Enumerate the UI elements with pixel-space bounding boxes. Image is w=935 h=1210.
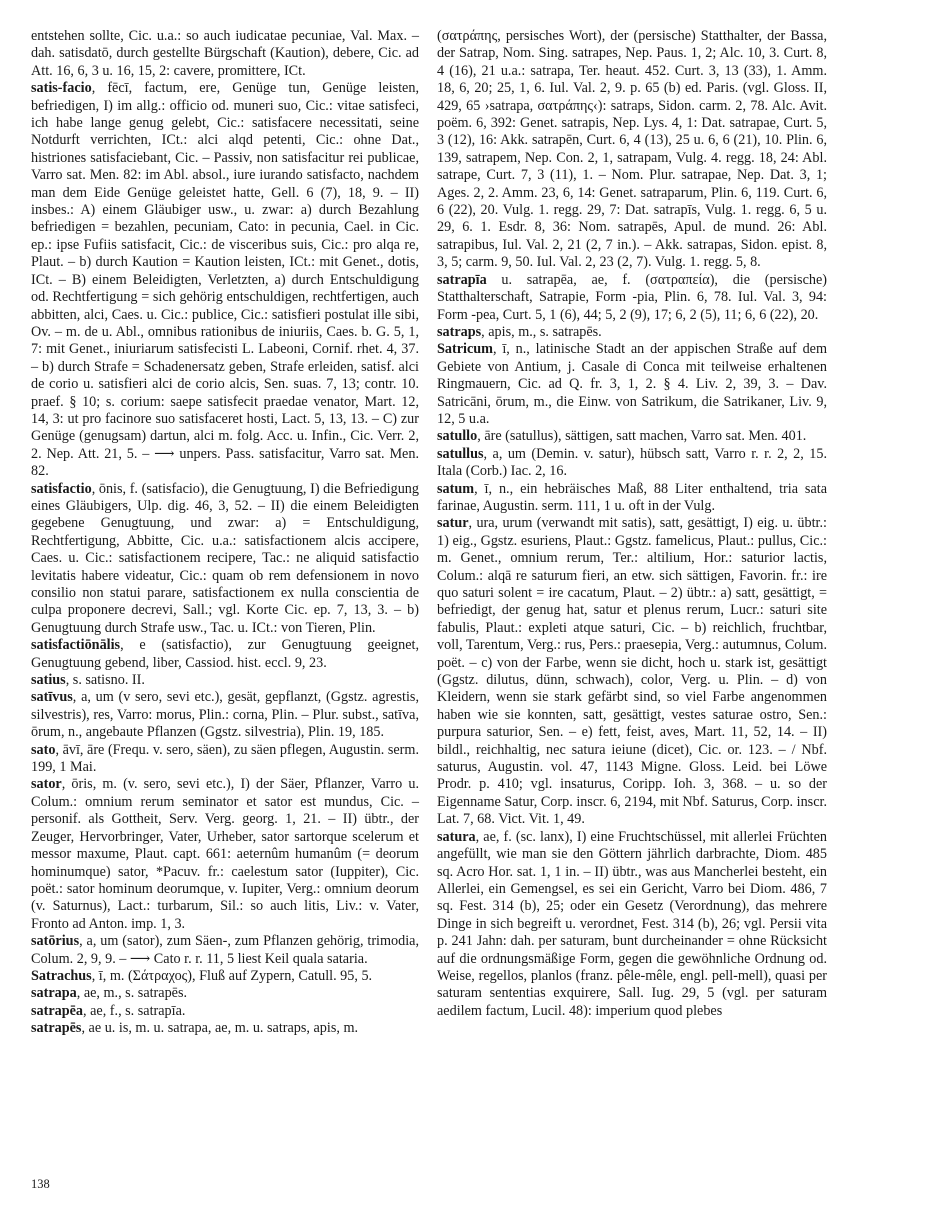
entry-text: , ae, f., s. satrapīa. bbox=[83, 1002, 186, 1019]
entry-lemma: satraps bbox=[437, 323, 482, 340]
entry-lemma: satrapēa bbox=[31, 1002, 84, 1019]
entry-lemma: satrapīa bbox=[437, 271, 487, 288]
entry-lemma: satum bbox=[437, 480, 475, 497]
entry-text: , apis, m., s. satrapēs. bbox=[481, 323, 602, 340]
entry-text: , ura, urum (verwandt mit satis), satt, gesättigt, I) eig. u. übtr.: 1) eig., Ggstz. esuriens, Plaut.: Ggstz. famelicus, Plaut.: pullus, Cic.: m. Genet., omnium rerum, Ter.: altilium, Hor.: saturior lactis, Colum.: alqā re saturum fieri, an etw. sich sättigen, Favorin. fr.: ire quo saturi solent = ire cacatum, Plaut. – 2) übtr.: a) satt, gesättigt, = befriedigt, der genug hat, satur et plenus rerum, Lucr.: saturi site fabulis, Plaut.: expleti atque saturi, Cic. – b) reichlich, fruchtbar, voll, Tarentum, Verg.: rus, Pers.: praesepia, Verg.: autumnus, Colum. poët. – c) von der Farbe, wenn sie dicht, hoch u. stark ist, gesättigt (Ggstz. dilutus, dünn, schwach), color, Verg. u. Plin. – d) von Kleidern, wenn sie stark gefärbt sind, so viel Farbe angenommen haben wie sie konnten, satt, gesättigt, vestes saturae ostro, Sen.: purpura saturior, Sen. – e) fett, feist, aves, Mart. 11, 52, 14. – II) bildl., reichhaltig, nec satura ieiune (dicet), Cic. or. 123. – / Nbf. saturus, Augustin. vol. 47, 1143 Migne. Gloss. Leid. bei Löwe Prodr. p. 410; vgl. insaturus, Coripp. Ioh. 3, 368. – u. so der Eigenname Satur, Corp. inscr. 6, 2194, mit Nbf. Saturus, Corp. inscr. Lat. 7, 68. Vict. Vit. 1, 49. bbox=[437, 515, 827, 828]
left-column bbox=[31, 28, 419, 1038]
dictionary-entry bbox=[437, 481, 827, 516]
dictionary-entry bbox=[31, 689, 419, 741]
dictionary-entry bbox=[31, 776, 419, 933]
entry-text: , fēcī, factum, ere, Genüge tun, Genüge leisten, befriedigen, I) im allg.: officio od. muneri suo, Cic.: vitae satisfeci, ich habe lange genug gelebt, Cic.: satisfacere necessitati, seine Notdurft verrichten, ICt.: alci alqd petenti, Cic.: ohne Dat., histriones satisfaciebant, Cic. – Passiv, non satisfacitur rei publicae, Varro sat. Men. 82: im Abl. absol., iure iurando satisfacto, nachdem man dem Eide Genüge geleistet hatte, Gell. 6 (7), 18, 9. – II) insbes.: A) einem Gläubiger usw., u. zwar: a) durch Bezahlung befriedigen = bezahlen, pecuniam, Cato: in pecunia, Cael. in Cic. ep.: ipse Fufiis satisfacit, Cic.: de visceribus suis, Cic.: pro alqa re, Plaut. – b) durch Kaution = Kaution leisten, ICt.: mit Genet., dotis, ICt. – B) einem Beleidigten, Verletzten, a) durch Entschuldigung od. Rechtfertigung = sich gehörig entschuldigen, rechtfertigen, auch abbitten, alci, Caes. u. Cic.: publice, Cic.: satisfieri postulat ille sibi, Ov. – m. de u. Abl., omnibus rationibus de iniuriis, Caes. b. G. 5, 1, 7: mit Genet., iniuriarum satisfecisti L. Labeoni, Cornif. rhet. 4, 37. – b) durch Strafe = Schadenersatz geben, Strafe erleiden, satisf. alci de corio u. satisfieri alci de corio alcis, Sen. suas. 7, 13; contr. 10. praef. § 10; s. corium: saepe satisfecit praedae venator, Mart. 12, 14, 3: ut pro facinore suo satisfaceret hosti, Lact. 5, 13, 13. – C) zur Genüge (genugsam) dartun, alci m. folg. Acc. u. Infin., Cic. Verr. 2, 2. Nep. Att. 21, 5. – ⟶ unpers. Pass. satisfacitur, Varro sat. Men. 82. bbox=[31, 80, 419, 480]
entry-lemma: satisfactiōnālis bbox=[31, 637, 121, 654]
entry-text: , a, um (v sero, sevi etc.), gesät, gepflanzt, (Ggstz. agrestis, silvestris), res, Varro: morus, Plin.: corna, Plin. – Plur. subst., satīva, ōrum, n., angebaute Pflanzen (Ggstz. silvestria), Plin. 19, 185. bbox=[31, 689, 419, 741]
entry-text: , ae u. is, m. u. satrapa, ae, m. u. satraps, apis, m. bbox=[81, 1020, 359, 1037]
dictionary-entry bbox=[31, 637, 419, 672]
entry-text: u. satrapēa, ae, f. (σατραπεία), die (persische) Statthalterschaft, Satrapie, Form -pia, Plin. 6, 78. Iul. Val. 3, 94: Form -pea, Curt. 5, 1 (6), 44; 5, 2 (9), 17; 6, 2 (5), 11; 6, 6 (22), 20. bbox=[437, 271, 827, 323]
dictionary-entry bbox=[31, 80, 419, 480]
dictionary-entry bbox=[31, 985, 419, 1002]
dictionary-entry bbox=[437, 341, 827, 428]
dictionary-entry bbox=[437, 28, 827, 272]
dictionary-entry bbox=[31, 481, 419, 638]
entry-lemma: satisfactio bbox=[31, 480, 92, 497]
entry-lemma: Satricum bbox=[437, 341, 493, 358]
entry-text: (σατράπης, persisches Wort), der (persische) Statthalter, der Bassa, der Satrap, Nom. Sing. satrapes, Nep. Paus. 1, 2; Alc. 10, 3. Curt. 8, 4 (16), 21 u.a.: satrapa, Ter. heaut. 452. Curt. 3, 13 (33), 1. Amm. 18, 6, 20; 25, 1, 6. Iul. Val. 2, 9. p. 65 (b) ed. Paris. (vgl. Gloss. II, 429, 65 ›satrapa, σατράπης‹): satraps, Sidon. carm. 2, 78. Alc. Avit. poëm. 6, 392: Genet. satrapis, Nep. Lys. 4, 1: Dat. satrapae, Curt. 5, 3 (12), 16: Akk. satrapēn, Curt. 6, 4 (13), 25 u. 6, 6 (21), 10. Plin. 6, 139, satrapem, Nep. Con. 2, 1, satrapam, Vulg. 4. regg. 18, 24: Abl. satrape, Curt. 7, 3 (11), 1. – Nom. Plur. satrapae, Nep. Dat. 3, 1; Ages. 2, 2. Amm. 23, 6, 14: Genet. satraparum, Plin. 6, 119. Curt. 6, 6 (22), 20. Vulg. 1. regg. 29, 7: Dat. satrapīs, Vulg. 1. regg. 6, 5 u. 29, 6. 1. Esdr. 8, 36: Nom. satrapēs, Apul. de mund. 26: Abl. satrapibus, Iul. Val. 2, 21 (2, 7 in.). – Akk. satrapas, Sidon. epist. 8, 3, 5; carm. 9, 50. Iul. Val. 2, 23 (2, 7). Vulg. 1. regg. 5, 8. bbox=[437, 28, 827, 271]
dictionary-entry bbox=[31, 1003, 419, 1020]
entry-lemma: Satrachus bbox=[31, 967, 92, 984]
entry-text: , a, um (sator), zum Säen-, zum Pflanzen gehörig, trimodia, Colum. 2, 9, 9. – ⟶ Cato r. r. 11, 5 liest Keil quala sataria. bbox=[31, 933, 419, 967]
entry-lemma: sator bbox=[31, 776, 62, 793]
entry-lemma: satis-facio bbox=[31, 80, 92, 97]
entry-text: , ōnis, f. (satisfacio), die Genugtuung, I) die Befriedigung eines Gläubigers, Ulp. dig. 46, 3, 52. – II) die einem Beleidigten gegebene Genugtuung, und zwar: a) = Entschuldigung, Rechtfertigung, Abbitte, Cic. u.a.: satisfactionem alcis accipere, Caes. u. Cic.: satisfactionem recipere, Tac.: ne aliquid satisfactio levitatis habere videatur, Cic.: quam ob rem defensionem in novo consilio non statui parare, satisfactionem ex nulla conscientia de culpa proponere decrevi, Sall.; vgl. Korte Cic. ep. 7, 13, 3. – b) Genugtuung durch Strafe usw., Tac. u. ICt.: von Tieren, Plin. bbox=[31, 480, 419, 636]
dictionary-entry bbox=[31, 28, 419, 80]
entry-text: , ī, n., latinische Stadt an der appischen Straße auf dem Gebiete von Antium, j. Casale di Conca mit teilweise erhaltenen Ringmauern, Cic. ad Q. fr. 3, 1, 2. § 4. Liv. 2, 39, 3. – Dav. Satricāni, ōrum, m., die Einw. von Satrikum, die Satrikaner, Liv. 9, 12, 5 u.a. bbox=[437, 341, 827, 427]
dictionary-entry bbox=[437, 829, 827, 1020]
dictionary-entry bbox=[31, 742, 419, 777]
entry-text: , a, um (Demin. v. satur), hübsch satt, Varro r. r. 2, 2, 15. Itala (Corb.) Iac. 2, 16. bbox=[437, 445, 827, 480]
dictionary-entry bbox=[437, 272, 827, 324]
page-number: 138 bbox=[31, 1177, 50, 1191]
entry-text: , āvī, āre (Frequ. v. sero, säen), zu säen pflegen, Augustin. serm. 199, 1 Mai. bbox=[31, 741, 419, 776]
entry-lemma: satīvus bbox=[31, 689, 73, 706]
entry-text: , ae, f. (sc. lanx), I) eine Fruchtschüssel, mit allerlei Früchten angefüllt, wie man sie den Göttern jährlich darbrachte, Diom. 485 sq. Acro Hor. sat. 1, 1 in. – II) übtr., was aus Mancherlei besteht, ein Allerlei, ein Gemengsel, es sei ein Gericht, Varro bei Diom. 486, 7 sq. Fest. 314 (b), 25; oder ein Gesetz (Verordnung), das mehrere Dinge in sich begreift u. verordnet, Fest. 314 (b), 26; vgl. Persii vita p. 241 Jahn: dah. per saturam, bunt durcheinander = ohne Rücksicht auf die ordnungsmäßige Form, gegen die gewöhnliche Ordnung od. Weise, regellos, planlos (franz. pêle-mêle, engl. pell-mell), quasi per saturam sententias exquirere, Sall. Iug. 29, 5 (vgl. per saturam aedilem factum, Lucil. 48): imperium quod plebes bbox=[437, 828, 827, 1019]
right-column bbox=[437, 28, 827, 1020]
entry-lemma: satura bbox=[437, 828, 476, 845]
dictionary-entry bbox=[437, 446, 827, 481]
dictionary-entry bbox=[31, 1020, 419, 1037]
dictionary-entry bbox=[31, 968, 419, 985]
entry-text: , ī, n., ein hebräisches Maß, 88 Liter enthaltend, tria sata farinae, Augustin. serm. 111, 1 u. oft in der Vulg. bbox=[437, 480, 827, 514]
entry-lemma: satullus bbox=[437, 445, 484, 462]
entry-lemma: satius bbox=[31, 672, 66, 689]
dictionary-entry bbox=[437, 515, 827, 828]
entry-text: , e (satisfactio), zur Genugtuung geeignet, Genugtuung gebend, liber, Cassiod. hist. eccl. 9, 23. bbox=[31, 637, 419, 671]
entry-lemma: satrapēs bbox=[31, 1020, 82, 1037]
entry-lemma: sato bbox=[31, 741, 56, 758]
entry-lemma: satur bbox=[437, 515, 469, 532]
dictionary-entry bbox=[31, 933, 419, 968]
entry-lemma: satullo bbox=[437, 428, 478, 445]
dictionary-entry bbox=[437, 324, 827, 341]
entry-text: , ae, m., s. satrapēs. bbox=[76, 985, 188, 1002]
dictionary-entry bbox=[31, 672, 419, 689]
dictionary-entry bbox=[437, 428, 827, 445]
entry-text: entstehen sollte, Cic. u.a.: so auch iudicatae pecuniae, Val. Max. – dah. satisdatō, durch gestellte Bürgschaft (Kaution), debere, Cic. ad Att. 16, 6, 3 u. 16, 15, 2: cavere, promittere, ICt. bbox=[31, 28, 419, 79]
entry-text: , s. satisno. II. bbox=[65, 672, 145, 689]
entry-lemma: satōrius bbox=[31, 933, 80, 950]
entry-text: , āre (satullus), sättigen, satt machen, Varro sat. Men. 401. bbox=[477, 428, 807, 445]
entry-text: , ōris, m. (v. sero, sevi etc.), I) der Säer, Pflanzer, Varro u. Colum.: omnium rerum seminator et sator est mundus, Cic. – personif. als Gottheit, Serv. Verg. georg. 1, 21. – II) übtr., der Zeuger, Hervorbringer, Vater, Urheber, sator sartorque scelerum et messor maxume, Plaut. capt. 661: aeternûm humanûm (= deorum hominumque) sator, *Pacuv. fr.: caelestum sator (Iuppiter), Cic. poët.: sator hominum deorumque, v. Iupiter, Verg.: omnium deorum (v. Saturnus), Lact.: turbarum, Sil.: so auch litis, Liv.: v. Vater, Fronto ad Anton. imp. 1, 3. bbox=[31, 776, 419, 932]
entry-lemma: satrapa bbox=[31, 985, 77, 1002]
entry-text: , ī, m. (Σάτραχος), Fluß auf Zypern, Catull. 95, 5. bbox=[91, 967, 373, 984]
